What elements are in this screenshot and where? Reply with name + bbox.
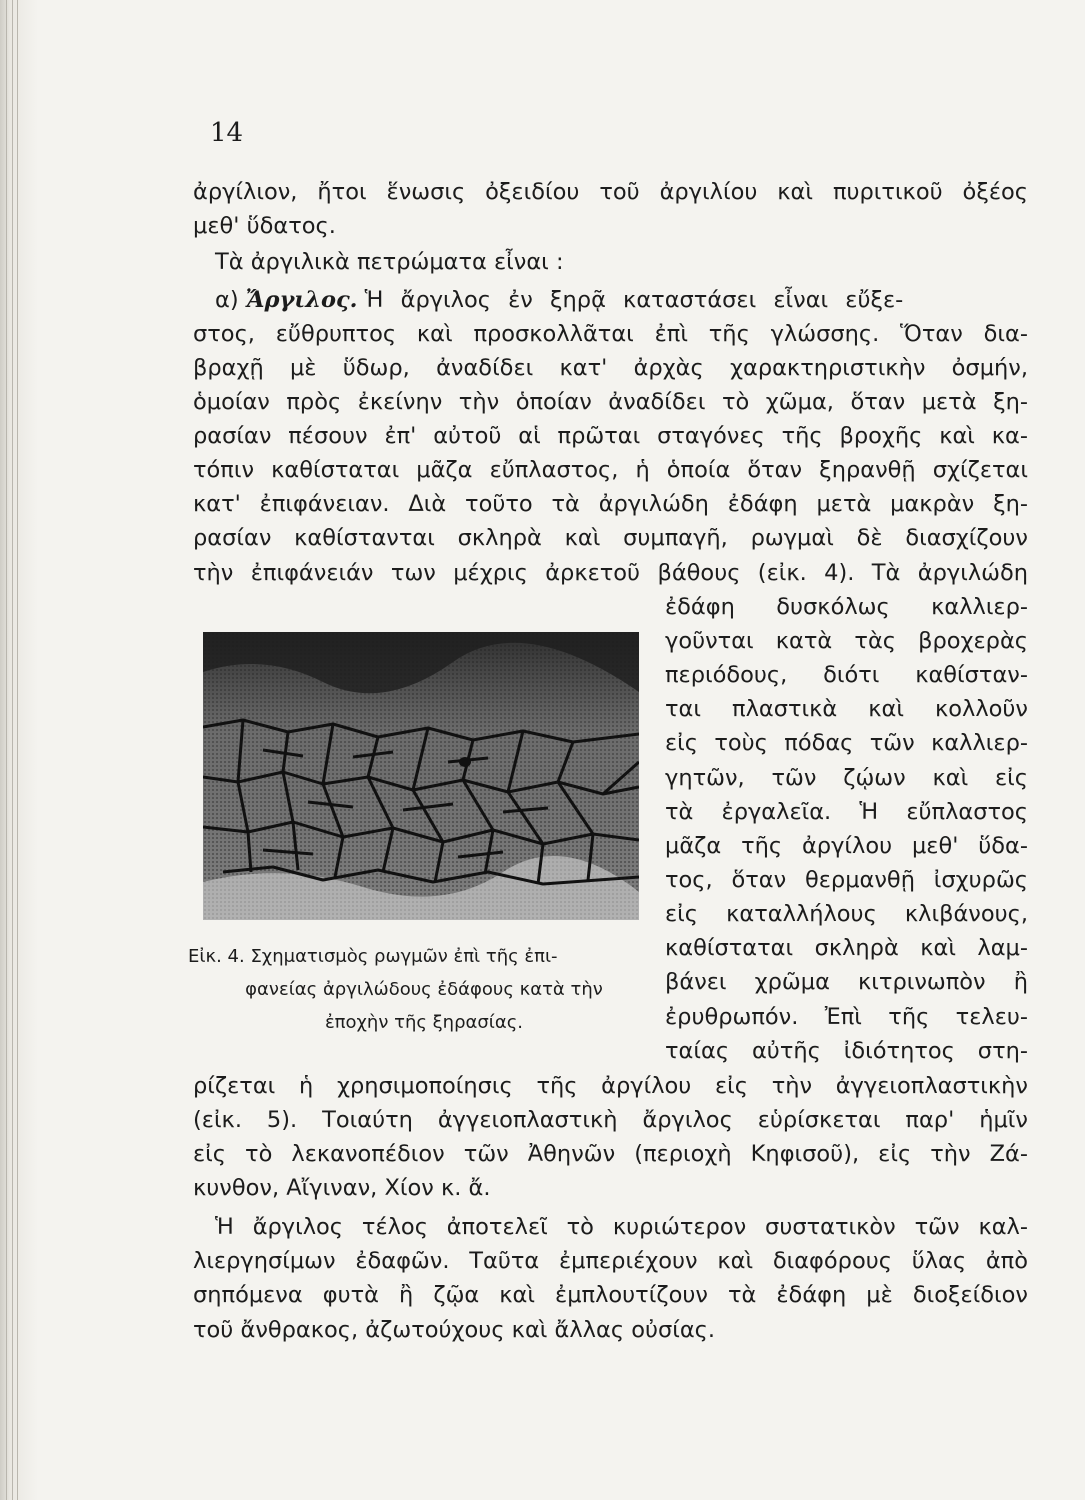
section-heading: Τὰ ἀργιλικὰ πετρώματα εἶναι :	[215, 249, 564, 275]
text-line: εἰς τὸ λεκανοπέδιον τῶν Ἀθηνῶν (περιοχὴ Κηφισοῦ), εἰς τὴν Ζά-	[193, 1141, 1028, 1167]
column-line: ἐρυθρωπόν. Ἐπὶ τῆς τελευ-	[665, 1004, 1028, 1030]
column-line: γητῶν, τῶν ζῴων καὶ εἰς	[665, 765, 1028, 791]
term-line-rest: Ἡ ἄργιλος ἐν ξηρᾷ καταστάσει εἶναι εὔξε-	[364, 287, 904, 313]
figure-caption-line-1	[188, 940, 648, 973]
figure-caption-text: Σχηματισμὸς ρωγμῶν ἐπὶ τῆς ἐπι-	[250, 946, 558, 967]
text-line: κατ' ἐπιφάνειαν. Διὰ τοῦτο τὰ ἀργιλώδη ἐδάφη μετὰ μακρὰν ξη-	[193, 491, 1028, 517]
text-line: βραχῇ μὲ ὕδωρ, ἀναδίδει κατ' ἀρχὰς χαρακτηριστικὴν ὀσμήν,	[193, 355, 1028, 381]
column-line: ται πλαστικὰ καὶ κολλοῦν	[665, 696, 1028, 722]
column-line: τὰ ἐργαλεῖα. Ἡ εὔπλαστος	[665, 799, 1028, 825]
text-line: ὁμοίαν πρὸς ἐκείνην τὴν ὁποίαν ἀναδίδει τὸ χῶμα, ὅταν μετὰ ξη-	[193, 389, 1028, 415]
text-line: ἀργίλιον, ἤτοι ἕνωσις ὀξειδίου τοῦ ἀργιλίου καὶ πυριτικοῦ ὀξέος	[193, 179, 1028, 205]
column-line: ταίας αὐτῆς ἰδιότητος στη-	[665, 1038, 1028, 1064]
cracked-soil-illustration	[203, 632, 639, 920]
page-edge-line	[12, 0, 13, 1500]
page-number: 14	[210, 118, 244, 148]
figure-cracked-clay-photo	[203, 632, 639, 920]
text-line: λιεργησίμων ἐδαφῶν. Ταῦτα ἐμπεριέχουν καὶ διαφόρους ὕλας ἀπὸ	[193, 1248, 1028, 1274]
text-line: σηπόμενα φυτὰ ἢ ζῷα καὶ ἐμπλουτίζουν τὰ ἐδάφη μὲ διοξείδιον	[193, 1282, 1028, 1308]
text-line: ρασίαν καθίστανται σκληρὰ καὶ συμπαγῆ, ρωγμαὶ δὲ διασχίζουν	[193, 525, 1028, 551]
text-line: Ἡ ἄργιλος τέλος ἀποτελεῖ τὸ κυριώτερον συστατικὸν τῶν καλ-	[215, 1214, 1028, 1240]
column-line: καθίσταται σκληρὰ καὶ λαμ-	[665, 935, 1028, 961]
figure-caption-line-3: ἐποχὴν τῆς ξηρασίας.	[324, 1012, 524, 1033]
text-line: τοῦ ἄνθρακος, ἀζωτούχους καὶ ἄλλας οὐσίας.	[193, 1317, 716, 1343]
column-line: γοῦνται κατὰ τὰς βροχερὰς	[665, 628, 1028, 654]
column-line: βάνει χρῶμα κιτρινωπὸν ἢ	[665, 969, 1028, 995]
text-line: ρίζεται ἡ χρησιμοποίησις τῆς ἀργίλου εἰς τὴν ἀγγειοπλαστικὴν	[193, 1073, 1028, 1099]
figure-caption-line-2: φανείας ἀργιλώδους ἐδάφους κατὰ τὴν	[245, 979, 603, 1000]
text-line: (εἰκ. 5). Τοιαύτη ἀγγειοπλαστικὴ ἄργιλος εὑρίσκεται παρ' ἡμῖν	[193, 1107, 1028, 1133]
text-line: στος, εὔθρυπτος καὶ προσκολλᾶται ἐπὶ τῆς γλώσσης. Ὅταν δια-	[193, 321, 1028, 347]
term-prefix: α)	[215, 287, 239, 313]
page-edge-line	[6, 0, 7, 1500]
figure-label: Εἰκ. 4.	[188, 946, 245, 967]
column-line: μᾶζα τῆς ἀργίλου μεθ' ὕδα-	[665, 833, 1028, 859]
column-line: περιόδους, διότι καθίσταν-	[665, 662, 1028, 688]
column-line: ἐδάφη δυσκόλως καλλιερ-	[665, 594, 1028, 620]
term-title: Ἄργιλος.	[245, 287, 358, 313]
text-line: κυνθον, Αἴγιναν, Χίον κ. ἄ.	[193, 1175, 491, 1201]
page-edge-line	[17, 0, 18, 1500]
column-line: εἰς τοὺς πόδας τῶν καλλιερ-	[665, 730, 1028, 756]
term-line	[215, 283, 1028, 317]
column-line: εἰς καταλλήλους κλιβάνους,	[665, 901, 1028, 927]
text-line: ρασίαν πέσουν ἐπ' αὐτοῦ αἱ πρῶται σταγόνες τῆς βροχῆς καὶ κα-	[193, 423, 1028, 449]
text-line: μεθ' ὕδατος.	[193, 213, 336, 239]
text-line: τόπιν καθίσταται μᾶζα εὔπλαστος, ἡ ὁποία ὅταν ξηρανθῇ σχίζεται	[193, 457, 1028, 483]
column-line: τος, ὅταν θερμανθῇ ἰσχυρῶς	[665, 867, 1028, 893]
text-line: τὴν ἐπιφάνειάν των μέχρις ἀρκετοῦ βάθους (εἰκ. 4). Τὰ ἀργιλώδη	[193, 560, 1028, 586]
